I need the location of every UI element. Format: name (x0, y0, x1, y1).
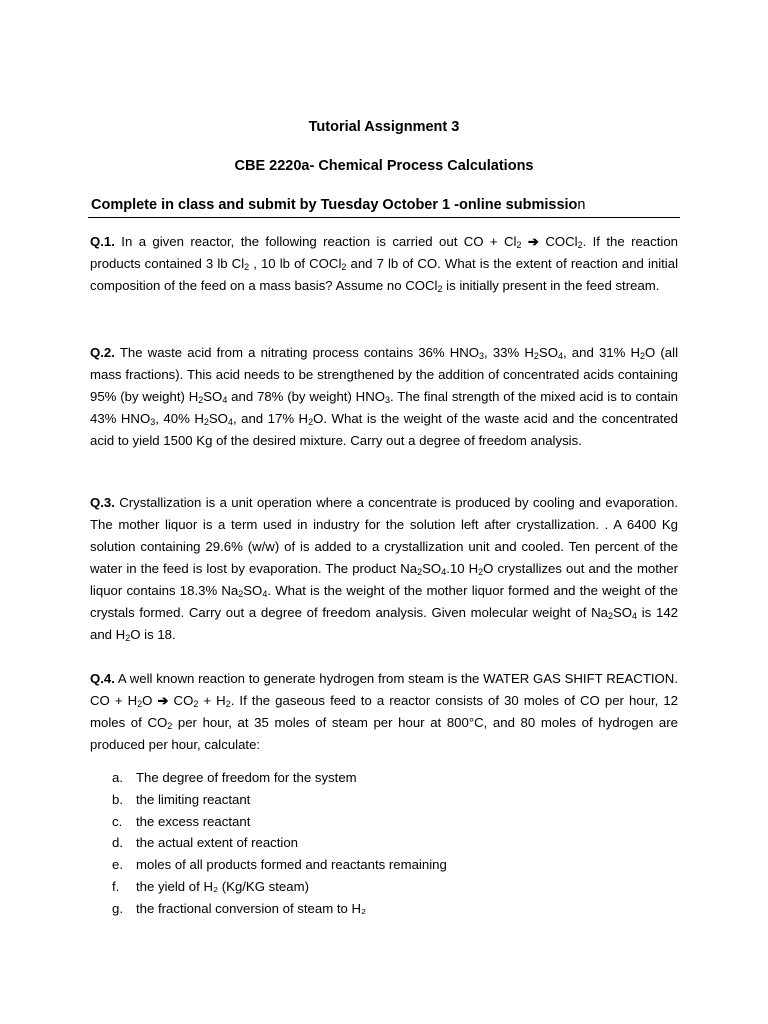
list-item-text: the limiting reactant (136, 791, 251, 807)
q3-text: .10 H (446, 561, 479, 576)
subscript: 2 (516, 240, 522, 250)
subscript: 2 (238, 589, 244, 599)
q1-text: COCl (538, 234, 578, 249)
question-4 (90, 668, 678, 756)
subscript: 2 (417, 567, 423, 577)
q4-text: + H (198, 693, 226, 708)
subscript: 3 (384, 395, 390, 405)
q1-text: is initially present in the feed stream. (442, 278, 660, 293)
subscript: 2 (225, 699, 231, 709)
q1-text: , 10 lb of COCl (249, 256, 342, 271)
list-item-text: the yield of H₂ (Kg/KG steam) (136, 878, 309, 894)
subscript: 3 (150, 417, 156, 427)
q4-text: O (142, 693, 158, 708)
header-divider (88, 217, 680, 218)
subscript: 2 (244, 262, 250, 272)
subscript: 4 (632, 611, 638, 621)
question-label: Q.4. (90, 671, 115, 686)
question-label: Q.3. (90, 495, 115, 510)
assignment-title: Tutorial Assignment 3 (308, 119, 460, 135)
subscript: 2 (198, 395, 204, 405)
subscript: 2 (125, 633, 131, 643)
q4-text: . If the gaseous feed to a reactor consists of 30 moles of CO per hour, 12 moles of CO (90, 693, 679, 730)
subscript: 4 (262, 589, 268, 599)
list-item (112, 811, 447, 833)
subscript: 2 (341, 262, 347, 272)
instructions-main: Complete in class and submit by Tuesday October 1 -online submissio (91, 197, 578, 213)
list-item-text: The degree of freedom for the system (136, 770, 357, 785)
list-item-text: moles of all products formed and reactants remaining (136, 857, 447, 873)
list-item-letter: a. (112, 770, 123, 785)
subscript: 2 (203, 417, 209, 427)
q2-text: SO (203, 389, 223, 404)
question-3 (90, 492, 678, 646)
q3-text: Crystallization is a unit operation where a concentrate is produced by cooling and evaporation. The mother liquor is a term used in industry for the solution left after crystallization. . A 6400 Kg solution containing 29.6% (w/w) of is added to a crystallization unit and cooled. Ten percent of the water in the feed is lost by evaporation. The product Na (90, 495, 678, 576)
list-item (112, 854, 447, 876)
q3-text: is 142 and H (90, 605, 678, 642)
subscript: 2 (308, 417, 314, 427)
arrow-icon: ➔ (157, 693, 169, 708)
q1-text: In a given reactor, the following reaction is carried out CO + Cl (114, 234, 517, 249)
q2-text: SO (208, 411, 228, 426)
subscript: 2 (193, 699, 199, 709)
q4-text: A well known reaction to generate hydrogen from steam is the WATER GAS SHIFT REACTION. CO + H (90, 671, 678, 708)
subscript: 4 (227, 417, 233, 427)
q3-text: O is 18. (130, 627, 176, 642)
q2-text: , and 17% H (232, 411, 309, 426)
subscript: 2 (437, 284, 443, 294)
subscript: 4 (557, 351, 563, 361)
q2-text: The waste acid from a nitrating process contains 36% HNO (114, 345, 480, 360)
course-title: CBE 2220a- Chemical Process Calculations (234, 158, 534, 174)
q2-text: , 40% H (155, 411, 204, 426)
question-label: Q.1. (90, 234, 115, 249)
subscript: 2 (137, 699, 143, 709)
q1-text: . If the reaction products contained 3 lb Cl (90, 234, 678, 271)
q2-text: , and 31% H (563, 345, 640, 360)
q3-text: SO (422, 561, 442, 576)
list-item-letter: c. (112, 813, 123, 829)
question-2 (90, 342, 678, 452)
q3-text: SO (612, 605, 633, 620)
list-item-letter: e. (112, 857, 123, 873)
q3-text: O crystallizes out and the mother liquor contains 18.3% Na (90, 561, 678, 598)
subscript: 2 (577, 240, 583, 250)
list-item-text: the fractional conversion of steam to H₂ (136, 900, 367, 916)
q2-text: and 78% (by weight) HNO (227, 389, 385, 404)
list-item-text: the excess reactant (136, 813, 251, 829)
list-item-letter: b. (112, 791, 123, 807)
list-item (112, 876, 447, 898)
subscript: 3 (479, 351, 485, 361)
question-label: Q.2. (90, 345, 115, 360)
q4-text: CO (168, 693, 194, 708)
subscript: 4 (222, 395, 228, 405)
q1-text: and 7 lb of CO. What is the extent of reaction and initial composition of the feed on a mass basis? Assume no COCl (90, 256, 678, 293)
instructions-tail: n (577, 197, 586, 213)
q3-text: SO (243, 583, 263, 598)
q3-text: . What is the weight of the mother liquor formed and the weight of the crystals formed. Carry out a degree of freedom analysis. Given molecular weight of Na (90, 583, 679, 620)
subscript: 2 (478, 567, 484, 577)
list-item-letter: d. (112, 835, 123, 851)
q2-text: O (all mass fractions). This acid needs to be strengthened by the addition of concentrated acids containing 95% (by weight) H (90, 345, 678, 404)
list-item (112, 789, 447, 811)
subscript: 4 (441, 567, 447, 577)
submission-instructions (91, 196, 691, 214)
list-item-letter: g. (112, 900, 123, 916)
list-item (112, 767, 447, 789)
arrow-icon: ➔ (527, 234, 539, 249)
list-item (112, 832, 447, 854)
subscript: 2 (167, 721, 173, 731)
list-item-text: the actual extent of reaction (136, 835, 299, 851)
q4-parts-list (112, 767, 447, 920)
q2-text: SO (538, 345, 558, 360)
subscript: 2 (533, 351, 539, 361)
subscript: 2 (607, 611, 613, 621)
list-item (112, 898, 447, 920)
q2-text: O. What is the weight of the waste acid and the concentrated acid to yield 1500 Kg of the desired mixture. Carry out a degree of freedom analysis. (90, 411, 678, 448)
list-item-letter: f. (112, 878, 120, 894)
q4-text: per hour, at 35 moles of steam per hour at 800°C, and 80 moles of hydrogen are produced per hour, calculate: (90, 715, 678, 752)
q2-text: . The final strength of the mixed acid is to contain 43% HNO (90, 389, 678, 426)
q2-text: , 33% H (484, 345, 534, 360)
question-1 (90, 231, 678, 297)
subscript: 2 (640, 351, 646, 361)
